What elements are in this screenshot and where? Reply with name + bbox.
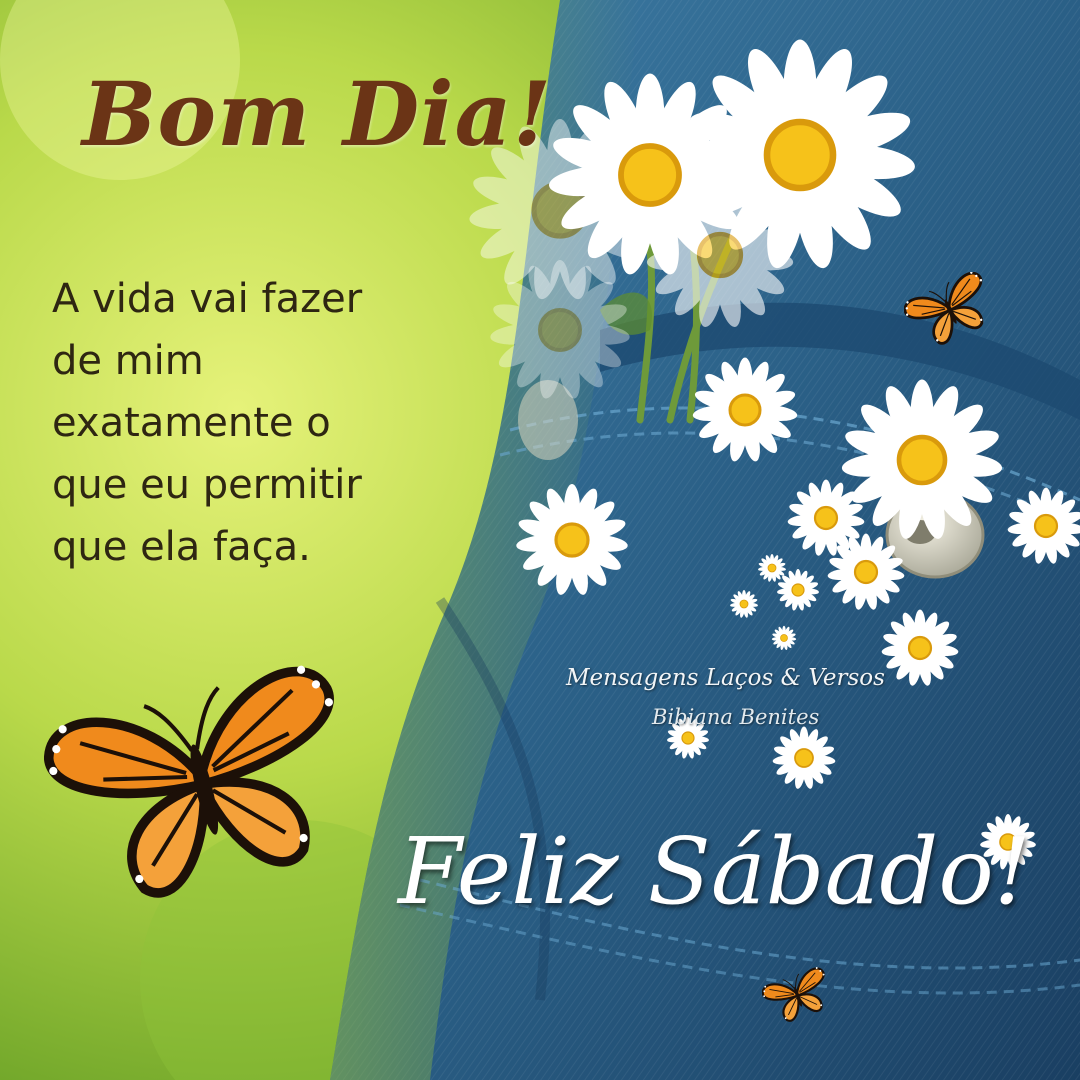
quote-text xyxy=(52,268,472,578)
quote-line: de mim xyxy=(52,338,204,384)
closing-greeting: Feliz Sábado! xyxy=(398,818,1031,925)
quote-line: que eu permitir xyxy=(52,462,362,508)
quote-line: A vida vai fazer xyxy=(52,276,363,322)
quote-line: exatamente o xyxy=(52,400,331,446)
monarch-butterfly-icon xyxy=(762,966,832,1028)
monarch-butterfly-icon xyxy=(44,648,358,932)
watermark-title: Mensagens Laços & Versos xyxy=(566,665,885,691)
greeting-title: Bom Dia! xyxy=(82,62,553,166)
quote-line: que ela faça. xyxy=(52,524,311,570)
watermark-author: Bibiana Benites xyxy=(652,705,820,729)
monarch-butterfly-icon xyxy=(904,272,994,352)
